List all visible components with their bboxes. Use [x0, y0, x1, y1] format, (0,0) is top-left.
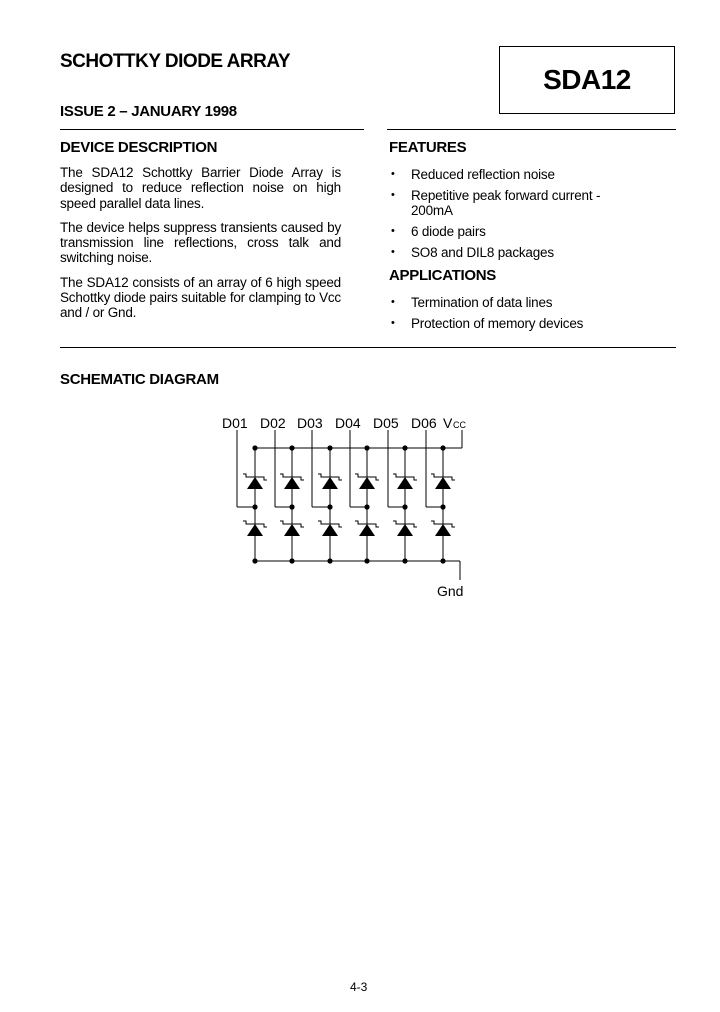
schottky-diode — [322, 524, 338, 536]
junction-dot — [289, 445, 294, 450]
device-description-heading: DEVICE DESCRIPTION — [60, 139, 218, 156]
schottky-diode — [397, 477, 413, 489]
schottky-diode — [359, 477, 375, 489]
junction-dot — [440, 445, 445, 450]
description-paragraph: The SDA12 consists of an array of 6 high speed Schottky diode pairs suitable for clamping to Vcc and / or Gnd. — [60, 274, 341, 321]
schematic-heading: SCHEMATIC DIAGRAM — [60, 371, 219, 388]
schottky-diode — [247, 477, 263, 489]
schottky-diode — [247, 524, 263, 536]
junction-dot — [252, 445, 257, 450]
schottky-diode — [435, 477, 451, 489]
schematic-diagram — [215, 408, 485, 603]
junction-dot — [252, 504, 257, 509]
list-item: • Termination of data lines — [389, 295, 629, 310]
applications-section — [389, 267, 629, 337]
junction-dot — [327, 445, 332, 450]
junction-dot — [440, 504, 445, 509]
features-section — [389, 139, 629, 266]
issue-date: ISSUE 2 – JANUARY 1998 — [60, 103, 237, 120]
left-header-rule — [60, 129, 364, 130]
schottky-diode — [322, 477, 338, 489]
pin-label-vcc: V — [443, 415, 453, 431]
list-item: • Reduced reflection noise — [389, 167, 629, 182]
schottky-diode — [284, 524, 300, 536]
list-item: • Repetitive peak forward current - 200mA — [389, 188, 629, 218]
pin-label-d01: D01 — [222, 415, 248, 431]
part-number-box — [499, 46, 675, 114]
junction-dot — [364, 504, 369, 509]
junction-dot — [327, 558, 332, 563]
schematic-wiring — [237, 430, 462, 580]
schottky-diode — [435, 524, 451, 536]
section-divider — [60, 347, 676, 348]
list-item: • SO8 and DIL8 packages — [389, 245, 629, 260]
description-paragraph: The device helps suppress transients caused by transmission line reflections, cross talk and switching noise. — [60, 219, 341, 266]
schottky-diode — [284, 477, 300, 489]
schottky-diode — [397, 524, 413, 536]
description-paragraph: The SDA12 Schottky Barrier Diode Array is designed to reduce reflection noise on high speed parallel data lines. — [60, 165, 341, 211]
junction-dot — [402, 504, 407, 509]
page-number: 4-3 — [350, 980, 368, 994]
part-number: SDA12 — [543, 64, 631, 95]
schottky-diode — [359, 524, 375, 536]
junction-dot — [402, 445, 407, 450]
features-heading: FEATURES — [389, 139, 467, 156]
junction-dot — [402, 558, 407, 563]
junction-dot — [252, 558, 257, 563]
device-description-section — [60, 139, 341, 330]
junction-dot — [364, 558, 369, 563]
list-item: • 6 diode pairs — [389, 224, 629, 239]
pin-label-d04: D04 — [335, 415, 361, 431]
pin-label-d06: D06 — [411, 415, 437, 431]
junction-dot — [327, 504, 332, 509]
applications-heading: APPLICATIONS — [389, 267, 496, 284]
pin-label-d05: D05 — [373, 415, 399, 431]
junction-dot — [289, 558, 294, 563]
pin-label-gnd: Gnd — [437, 583, 464, 599]
pin-label-d02: D02 — [260, 415, 286, 431]
junction-dot — [364, 445, 369, 450]
right-header-rule — [387, 129, 676, 130]
junction-dot — [289, 504, 294, 509]
features-list — [389, 167, 629, 260]
pin-label-vcc-subscript: CC — [453, 420, 466, 430]
list-item: • Protection of memory devices — [389, 316, 629, 331]
applications-list — [389, 295, 629, 331]
pin-label-d03: D03 — [297, 415, 323, 431]
junction-dot — [440, 558, 445, 563]
document-title: SCHOTTKY DIODE ARRAY — [60, 51, 290, 72]
